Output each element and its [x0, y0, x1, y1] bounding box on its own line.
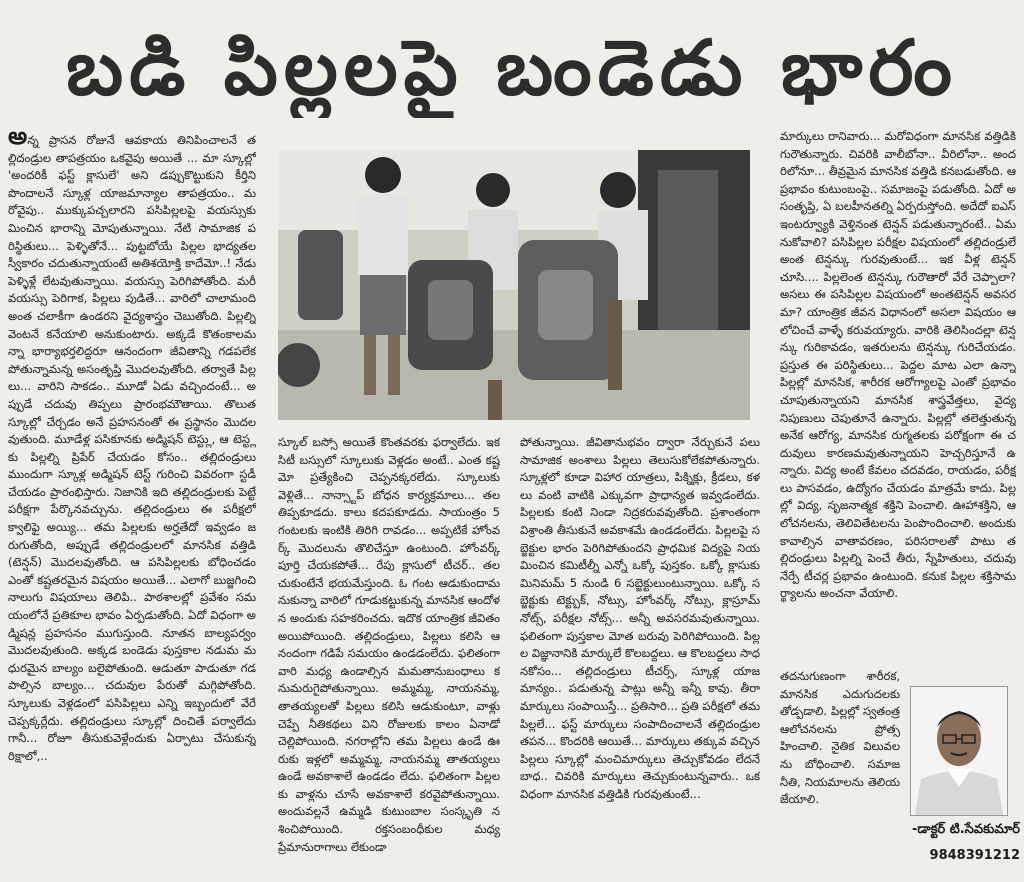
column-2-text: స్కూల్ బస్సో అయితే కొంతవరకు ఫర్వాలేదు. ఇక సిటీ బస్సులో స్కూలుకు వెళ్లడం అంటే.. ఎంత కష్టమో ప్రత్యేకించి చెప్పనక్కరలేదు. స్కూలుకు వెళ్లితే... నాన్స్టాప్ బోధన కార్యక్రమాలు... తల తిప్పకూడదు. కాలు కదపకూడదు. సాయంత్రం 5 గంటలకు ఇంటికి తిరిగి రావడం... అప్పటికే హోంవర్క్ మొదలును తొలిచేస్తూ ఉంటుంది. హోంవర్క్ పూర్తి చేయకపోతే... రేపు క్లాసులో టీచర్.. తలచుకుంటేనే భయమేస్తుంది. ఓ గంట ఆడుకుందామనుకున్నా వారిలో గూడుకట్టుకున్న మానసిక ఆందోళన అందుకు సహకరించదు. ఇదొక యాంత్రిక జీవితం అయిపోయింది. తల్లిదండ్రులు, పిల్లలు కలిసి ఆనందంగా గడిపే సమయం ఉండడంలేదు. ఫలితంగా వారి మధ్య ఉండాల్సిన మమతానుబంధాలు కనుమరుగైపోతున్నాయి. అమ్మమ్మ, నాయనమ్మ, తాతయ్యలతో పిల్లలు కలిసి ఆడుకుంటూ, వాళ్లు చెప్పే నీతికథలు విని రోజులకు కాలం ఏనాడో చెల్లిపోయింది. నగరాల్లోని తమ పిల్లలు ఉండే ఊరుకు ఇళ్లలో అమ్మమ్మ, నాయనమ్మ తాతయ్యలు ఉండే అవకాశాలే ఉండడం లేదు. ఫలితంగా పిల్లలకు వాళ్లను చూసే అవకాశాలే కరవైపోతున్నాయి. అందువల్లనే ఉమ్మడి కుటుంబాల సంస్కృతి నశించిపోయింది. రక్తసంబంధీకుల మధ్య ప్రేమానురాగాలు లేకుండా: [278, 435, 500, 854]
column-3-text: పోతున్నాయి. జీవితానుభవం ద్వారా నేర్చుకునే పలు సామాజిక అంశాలు పిల్లలు తెలుసుకోలేకపోతున్నారు. స్కూళ్లలో కూడా విహార యాత్రలు, పిక్నిక్లు, క్రీడలు, కళలు వంటి వాటికి ఎక్కువగా ప్రాధాన్యత ఇవ్వడంలేదు. పిల్లలకు కంటి నిండా నిద్రకరువవుతోంది. ప్రశాంతంగా విశ్రాంతి తీసుకునే అవకాశమే ఉండడంలేదు. పిల్లలపై సబ్జెక్టుల భారం పెరిగిపోతుందని ప్రాధమిక విద్యపై నియమించిన కమిటీల్నీ ఎన్నో ఒక్కో పుస్తకం. ఒక్కో క్లాసుకు మినిమమ్ 5 నుండి 6 సబ్జెక్టులుంటున్నాయి. ఒక్కో సబ్జెక్టుకు టెక్ట్బుక్, నోట్సు, హోంవర్క్ నోట్సు, క్లాస్రూమ్ నోట్స్, పరీక్షల నోట్స్... అన్నీ అవసరమవుతున్నాయి. ఫలితంగా పుస్తకాల మోత బరువు పెరిగిపోయింది. పిల్లల విజ్ఞానానికి మార్కులే కొలబద్దలు. ఆ కొలబద్దలు సాధనకోసం... తల్లిదండ్రులు టీచర్స్, స్కూళ్ల యాజమాన్యం.. పడుతున్న పాట్లు అన్నీ ఇన్నీ కావు. తీరా మార్కులు సంపాయిస్తే... ప్రతిసారి... ప్రతి పరీక్షలో తమ పిల్లలే... ఫస్ట్ మార్కులు సంపాదించాలనే తల్లిదండ్రుల తపన... కొందరికి ఆయితే... మార్కులు తక్కువ వచ్చిన పిల్లలు స్కూల్లో మంచిమార్కులు తెచ్చుకోవడం లేదనే బాధ.. చివరికి మార్కులు తెచ్చుకుంటున్నవారు.. ఒక విధంగా మానసిక వత్తిడికి గురవుతుంటే...: [520, 435, 760, 801]
article-column-2: [278, 434, 500, 878]
author-portrait: [910, 686, 1008, 816]
photo-illustration: [278, 150, 750, 420]
headline: బడి పిల్లలపై బండెడు భారం: [66, 23, 958, 112]
column-4-continued-text: తదనుగుణంగా శారీరక, మానసిక ఎదుగుదలకు తోడ్పడాలి. పిల్లల్లో స్వతంత్ర ఆలోచనలను ప్రోత్సహించాలి. నైతిక విలువలను బోధించాలి. సమాజ నీతి, నియమాలను తెలియజేయాలి.: [780, 669, 900, 807]
column-1-text: [8, 128, 256, 765]
author-phone: 9848391212: [929, 848, 1020, 863]
author-portrait-illustration: [911, 687, 1007, 815]
article-column-4: [780, 128, 1016, 668]
author-byline: -డాక్టర్ టి.సేవకుమార్: [911, 822, 1020, 837]
column-1-body: న్న ప్రాసన రోజునే ఆవకాయ తినిపించాలనే తల్లిదండ్రుల తాపత్రయం ఒకవైపు అయితే ... మా స్కూల్లో 'అందరికీ ఫస్ట్ క్లాసులే' అని డప్పుకొట్టుకుని కీర్తిని పొందాలనే స్కూళ్ల యాజమాన్యాల తాపత్రయం.. మరోవైపు.. ముక్కుపచ్చలారని పసిపిల్లలపై వయస్సుకు మించిన భారాన్ని మోపుతున్నాయి. నేటి సామాజిక పరిస్థితులు... పెళ్ళితోనే... పుట్టబోయే పిల్లల భాద్యతల స్వీకారం చదుతున్నాయంటే అతిశయోక్తి కాదేమో..! నేడు పెళ్ళిళ్లే లేటవుతున్నాయి. వయస్సు పెరిగిపోతోంది. మరీ వయస్సు పెరిగాక, పిల్లలు పుడితే... వారిలో చాలామంది అంత చలాకీగా ఉండరని వైద్యశాస్త్రం చెబుతోంది. పిల్లల్ని వెంటనే కనేయాలి అనుకుంటారు. అక్కడే కొతంకాలమన్నా భార్యాభర్తలిద్దరూ ఆనందంగా జీవితాన్ని గడపలేకపోతున్నామన్న అసంతృప్తి మొదలవుతోంది. తర్వాతే పిల్లలు... వారిని సాకడం.. మూడో ఏడు వచ్చిందంటే... అప్పుడే చదువు తిప్పలు ప్రారంభమౌతాయి. తొలుత స్కూల్లో చేర్చడం అనే ప్రహసనంతో ఈ ప్రస్థానం మొదలవుతుంది. మూడేళ్ల పసికూనకు అడ్మిషన్ టెస్ట్లు, ఆ టెస్ట్లకు పిల్లల్ని ప్రిపేర్ చేయడం కోసం.. తల్లిదండ్రులు ముందుగా స్కూళ్ల అడ్మిషన్ టెస్ట్ గురించి వివరంగా స్టడీ చేయడం ప్రారంభిస్తారు. నిజానికి ఇది తల్లిదండ్రులకు పెట్టే పరీక్షగా పేర్కొనవచ్చును. తల్లిదండ్రులు ఈ పరీక్షలో క్వాలిఫై అయ్యి... తమ పిల్లలకు అర్హతేదో ఇవ్వడం జరుగుతోంది, అప్పుడే తల్లిదండ్రులలో మానసిక వత్తిడి (టెన్షన్) మొదలవుతోంది. ఆ పసిపిల్లలకు బోధించడం ఎంతో కష్టతరమైన విషయం అయితే... ఎలాగో బుజ్జగించి నాలుగు విషయాలు తెలిపి.. పాఠశాలల్లో ప్రవేశం సమయంలోనే ప్రతికూల భావం ఏర్పడుతోంది. ఏదో విధంగా అడ్మిషన్ల ప్రహసనం ముగుస్తుంది. నూతన బాల్యపర్వం మొదలవుతుంది. అక్కడ బండెడు పుస్తకాల నడుమ మధురమైన బాల్యం బలైపోతుంది. ఆడుతూ పాడుతూ గడపాల్సిన బాల్యం... చదువుల పేరుతో మగ్గిపోతోంది.స్కూలుకు వెళ్లడంలో పసిపిల్లలు ఎన్ని ఇబ్బందులో వేరే చెప్పక్కర్లేదు. తల్లిదండ్రులు స్కూల్లో దించితే పర్వాలేదు గానీ... రోజూ తీసుకువెళ్లేందుకు ఏర్పాటు చేసుకున్న రిక్షాలో,..: [8, 133, 256, 763]
article-column-1: [8, 128, 256, 878]
column-4-text: మార్కులు రానివారు... మరోవిధంగా మానసిక వత్తిడికి గురౌతున్నారు. చివరికి వాలీబోనా.. వీరిలోనా.. అందరిలోనూ... తీవ్రమైన మానసిక వత్తిడి కనబడుతోంది. ఆ ప్రభావం కుటుంబంపై.. సమాజంపై పడుతోంది. ఏదో అసంతృప్తి, ఏ బలహీనతల్ని ఏర్పరుస్తోంది. అదేదో ఐఎస్ ఇంటర్వ్యూకి వెళ్తినంత టెన్షన్ పడుతున్నారంటే.. ఏమనుకోవాలి? పసిపిల్లల పరీక్షల విషయంలో తల్లిదండ్రులే అంత టెన్షన్కు గురవుతుంటే... ఇక వీళ్ల టెన్షన్ చూసి.... పిల్లలెంత టెన్షన్కు గురౌతారో వేరే చెప్పాలా? అసలు ఈ పసిపిల్లల విషయంలో అంతటెన్షన్ అవసరమా? యాంత్రిక జీవన విధానంలో అసలా విషయం ఆలోచించే వాళ్ళే కరువయ్యారు. వారికి తెలిసిందల్లా టెన్షన్కు గురికావడం, ఇతరులను టెన్షన్కు గురిచేయడం. ప్రస్తుత ఈ పరిస్థితులు... పెద్దల మాట ఎలా ఉన్నా పిల్లల్లో మానసిక, శారీరక ఆరోగ్యాలపై ఎంతో ప్రభావం చూపుతున్నాయని మానసిక శాస్త్రవేత్తలు, వైద్యనిపుణులు చెపుతూనే ఉన్నారు. పిల్లల్లో తలెత్తుతున్న అనేక ఆరోగ్య, మానసిక రుగ్మతలకు పరోక్షంగా ఈ చదువులు కారణమవుతున్నాయని హెచ్చరిస్తూనే ఉన్నారు. విద్య అంటే కేవలం చదవడం, రాయడం, పరీక్షలు పాసవడం, ఉద్యోగం చేయడం మాత్రమే కాదు. పిల్లల్లో విద్య, సృజనాత్మక శక్తిని పెంచాలి. ఊహాశక్తిని, ఆలోచనలను, తెలివితేటలను పెంపొందించాలి. అందుకు కావాల్సిన వాతావరణం, పరిసరాలతో పాటు తల్లిదండ్రులు పిల్లల్ని పెంచే తీరు, స్నేహితులు, చదువు నేర్పే టీచర్ల ప్రభావం ఉంటుంది. కనుక పిల్లల శక్తిసామర్థ్యాలను అంచనా వేయాలి.: [780, 129, 1016, 601]
article-column-4-continued: [780, 668, 900, 848]
article-column-3: [520, 434, 760, 878]
drop-cap: అ: [8, 128, 28, 150]
students-with-bags-photo: [278, 150, 750, 420]
